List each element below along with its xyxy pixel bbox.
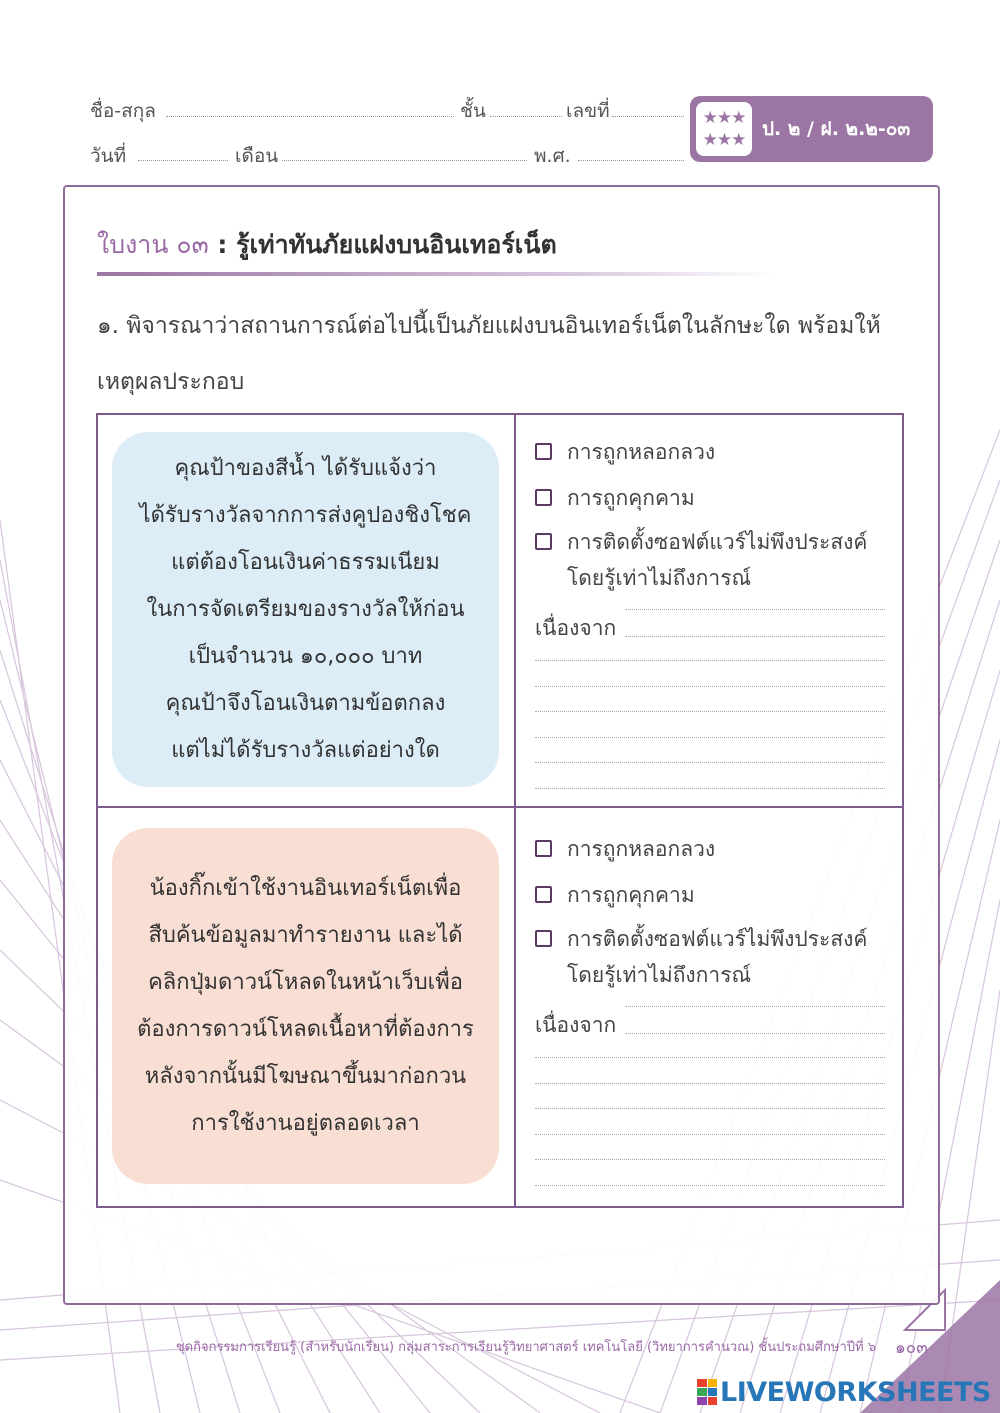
number-field[interactable]	[612, 116, 684, 117]
liveworksheets-brand[interactable]	[697, 1374, 991, 1410]
year-field[interactable]	[578, 160, 684, 161]
reason-line[interactable]	[535, 686, 885, 687]
name-field[interactable]	[166, 116, 454, 117]
checkbox-malware-2[interactable]	[535, 930, 552, 947]
class-label: ชั้น	[460, 100, 486, 122]
reason-line[interactable]	[625, 1033, 885, 1034]
title-underline	[97, 272, 777, 276]
scenario-line: สืบค้นข้อมูลมาทำรายงาน และได้	[148, 923, 463, 948]
page-number: ๑๐๓	[895, 1338, 928, 1358]
worksheet-title-text: รู้เท่าทันภัยแฝงบนอินเทอร์เน็ต	[236, 230, 557, 259]
grid-vertical-divider	[514, 413, 516, 1208]
reason-line[interactable]	[535, 711, 885, 712]
option-harassment-1: การถูกคุกคาม	[567, 486, 695, 510]
scenario-line: แต่ไม่ได้รับรางวัลแต่อย่างใด	[171, 738, 440, 763]
scenario-line: ในการจัดเตรียมของรางวัลให้ก่อน	[146, 597, 465, 622]
scenario-line: ได้รับรางวัลจากการส่งคูปองชิงโชค	[139, 503, 472, 528]
liveworksheets-logo-icon	[697, 1379, 717, 1405]
scenario-line: เป็นจำนวน ๑๐,๐๐๐ บาท	[188, 644, 423, 669]
option-malware-1-cont: โดยรู้เท่าไม่ถึงการณ์	[567, 566, 751, 590]
stars-row: ★★★	[702, 108, 746, 128]
option-deception-1: การถูกหลอกลวง	[567, 440, 716, 464]
reason-line[interactable]	[535, 1083, 885, 1084]
reason-line[interactable]	[535, 660, 885, 661]
month-label: เดือน	[235, 145, 279, 167]
scenario-line: คุณป้าจึงโอนเงินตามข้อตกลง	[165, 691, 446, 716]
worksheet-title	[97, 225, 557, 265]
footer-book-title: ชุดกิจกรรมการเรียนรู้ (สำหรับนักเรียน) กลุ่มสาระการเรียนรู้วิทยาศาสตร์ เทคโนโลยี (วิทยาการคำนวณ) ชั้นประถมศึกษาปีที่ ๖	[175, 1340, 876, 1355]
reason-line[interactable]	[535, 762, 885, 763]
question-text: ๑. พิจารณาว่าสถานการณ์ต่อไปนี้เป็นภัยแฝงบนอินเทอร์เน็ตในลักษะใด พร้อมให้เหตุผลประกอบ	[97, 313, 881, 395]
liveworksheets-wordmark: LIVEWORKSHEETS	[720, 1376, 991, 1408]
scenario-card-2	[112, 828, 499, 1184]
reason-line[interactable]	[535, 737, 885, 738]
scenario-line: การใช้งานอยู่ตลอดเวลา	[191, 1111, 420, 1136]
reason-line[interactable]	[535, 1108, 885, 1109]
name-label: ชื่อ-สกุล	[90, 100, 156, 122]
stars-row: ★★★	[702, 130, 746, 150]
option-harassment-2: การถูกคุกคาม	[567, 883, 695, 907]
reason-line[interactable]	[535, 1057, 885, 1058]
reason-line[interactable]	[535, 1159, 885, 1160]
scenario-line: หลังจากนั้นมีโฆษณาขึ้นมาก่อกวน	[144, 1064, 467, 1089]
lesson-code-badge	[690, 96, 933, 162]
reason-label-1: เนื่องจาก	[535, 616, 617, 640]
option-deception-2: การถูกหลอกลวง	[567, 837, 716, 861]
scenario-line: น้องกิ๊กเข้าใช้งานอินเทอร์เน็ตเพื่อ	[149, 876, 462, 901]
checkbox-deception-2[interactable]	[535, 840, 552, 857]
option-malware-1: การติดตั้งซอฟต์แวร์ไม่พึงประสงค์	[567, 530, 868, 554]
grid-horizontal-divider	[96, 806, 904, 808]
scenario-line: คุณป้าของสีน้ำ ได้รับแจ้งว่า	[174, 456, 437, 481]
worksheet-number: ใบงาน ๐๓	[97, 230, 209, 259]
reason-line[interactable]	[625, 609, 885, 610]
number-label: เลขที่	[566, 100, 610, 122]
checkbox-deception-1[interactable]	[535, 443, 552, 460]
scenario-line: คลิกปุ่มดาวน์โหลดในหน้าเว็บเพื่อ	[148, 970, 463, 995]
year-label: พ.ศ.	[534, 145, 571, 167]
reason-line[interactable]	[625, 636, 885, 637]
reason-line[interactable]	[535, 1134, 885, 1135]
reason-label-2: เนื่องจาก	[535, 1013, 617, 1037]
day-label: วันที่	[90, 145, 127, 167]
reason-line[interactable]	[535, 788, 885, 789]
difficulty-stars-icon	[696, 102, 752, 156]
title-separator: :	[208, 230, 237, 259]
option-malware-2-cont: โดยรู้เท่าไม่ถึงการณ์	[567, 963, 751, 987]
scenario-card-1	[112, 432, 499, 787]
lesson-code: ป. ๒ / ฝ. ๒.๒-๐๓	[762, 118, 911, 140]
scenario-line: ต้องการดาวน์โหลดเนื้อหาที่ต้องการ	[137, 1017, 474, 1042]
reason-line[interactable]	[625, 1006, 885, 1007]
class-field[interactable]	[490, 116, 562, 117]
reason-line[interactable]	[535, 1185, 885, 1186]
scenario-line: แต่ต้องโอนเงินค่าธรรมเนียม	[171, 550, 440, 575]
option-malware-2: การติดตั้งซอฟต์แวร์ไม่พึงประสงค์	[567, 927, 868, 951]
checkbox-malware-1[interactable]	[535, 533, 552, 550]
day-field[interactable]	[138, 160, 228, 161]
checkbox-harassment-2[interactable]	[535, 886, 552, 903]
checkbox-harassment-1[interactable]	[535, 489, 552, 506]
month-field[interactable]	[282, 160, 527, 161]
